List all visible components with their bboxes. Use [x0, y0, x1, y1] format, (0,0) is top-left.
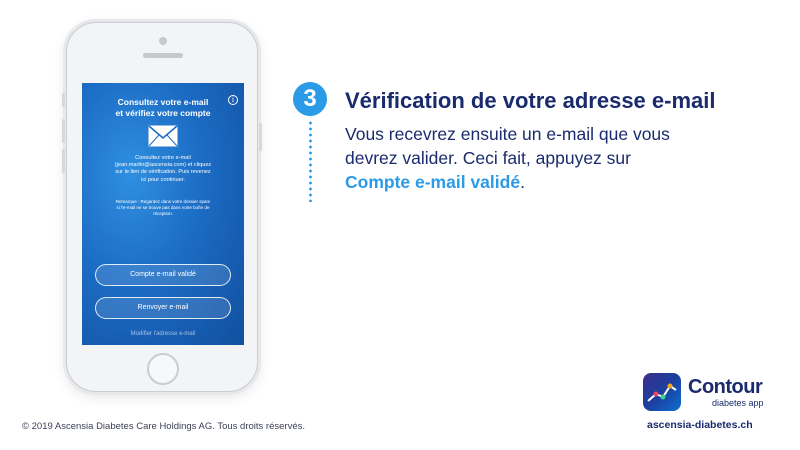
phone-screen	[82, 83, 244, 345]
resend-email-button[interactable]: Renvoyer e-mail	[95, 297, 231, 319]
step-description-end: .	[520, 172, 525, 192]
step-title: Vérification de votre adresse e-mail	[345, 88, 716, 113]
step-description-line-3	[345, 170, 765, 194]
screen-instructions	[96, 155, 230, 184]
screen-title-line-1: Consultez votre e-mail	[117, 97, 209, 107]
step-description-line-1: Vous recevrez ensuite un e-mail que vous	[345, 124, 670, 144]
logo-wordmark: Contour	[688, 376, 763, 398]
instruction-line: ici pour continuer.	[141, 176, 185, 183]
phone-mockup	[66, 22, 258, 392]
step-dotted-line	[309, 120, 312, 202]
step-description	[345, 122, 765, 194]
phone-home-button	[147, 353, 179, 385]
phone-side-button	[62, 93, 65, 107]
screen-title-line-2: et vérifiez votre compte	[115, 108, 211, 118]
info-icon[interactable]: i	[228, 95, 238, 105]
screen-title	[82, 97, 244, 119]
note-line: réception.	[153, 211, 173, 216]
phone-camera	[159, 37, 167, 45]
email-validated-button[interactable]: Compte e-mail validé	[95, 264, 231, 286]
copyright-text: © 2019 Ascensia Diabetes Care Holdings AG. Tous droits réservés.	[22, 421, 305, 432]
logo-subtitle: diabetes app	[712, 398, 764, 408]
screen-note	[96, 199, 230, 217]
instruction-line: (jean.martin@ascensia.com) et cliquez	[114, 162, 212, 169]
note-line: si l'e-mail ne se trouve pas dans votre boîte de	[116, 205, 210, 210]
website-url[interactable]: ascensia-diabetes.ch	[647, 419, 753, 431]
note-line: Remarque : Regardez dans votre dossier spam	[115, 199, 211, 204]
logo-graph-icon	[643, 373, 681, 411]
instruction-line: sur le lien de vérification. Puis revenez	[115, 169, 211, 176]
envelope-icon	[148, 125, 178, 147]
phone-volume-down	[62, 149, 65, 173]
instruction-line: Consultez votre e-mail	[135, 155, 191, 161]
step-highlight-text: Compte e-mail validé	[345, 172, 521, 192]
phone-speaker	[143, 53, 183, 58]
phone-power-button	[259, 123, 262, 151]
modify-email-link[interactable]: Modifier l'adresse e-mail	[130, 331, 196, 337]
phone-volume-up	[62, 119, 65, 143]
step-number-badge: 3	[293, 82, 327, 116]
step-description-line-2: devrez valider. Ceci fait, appuyez sur	[345, 148, 631, 168]
contour-app-logo-icon	[643, 373, 681, 411]
